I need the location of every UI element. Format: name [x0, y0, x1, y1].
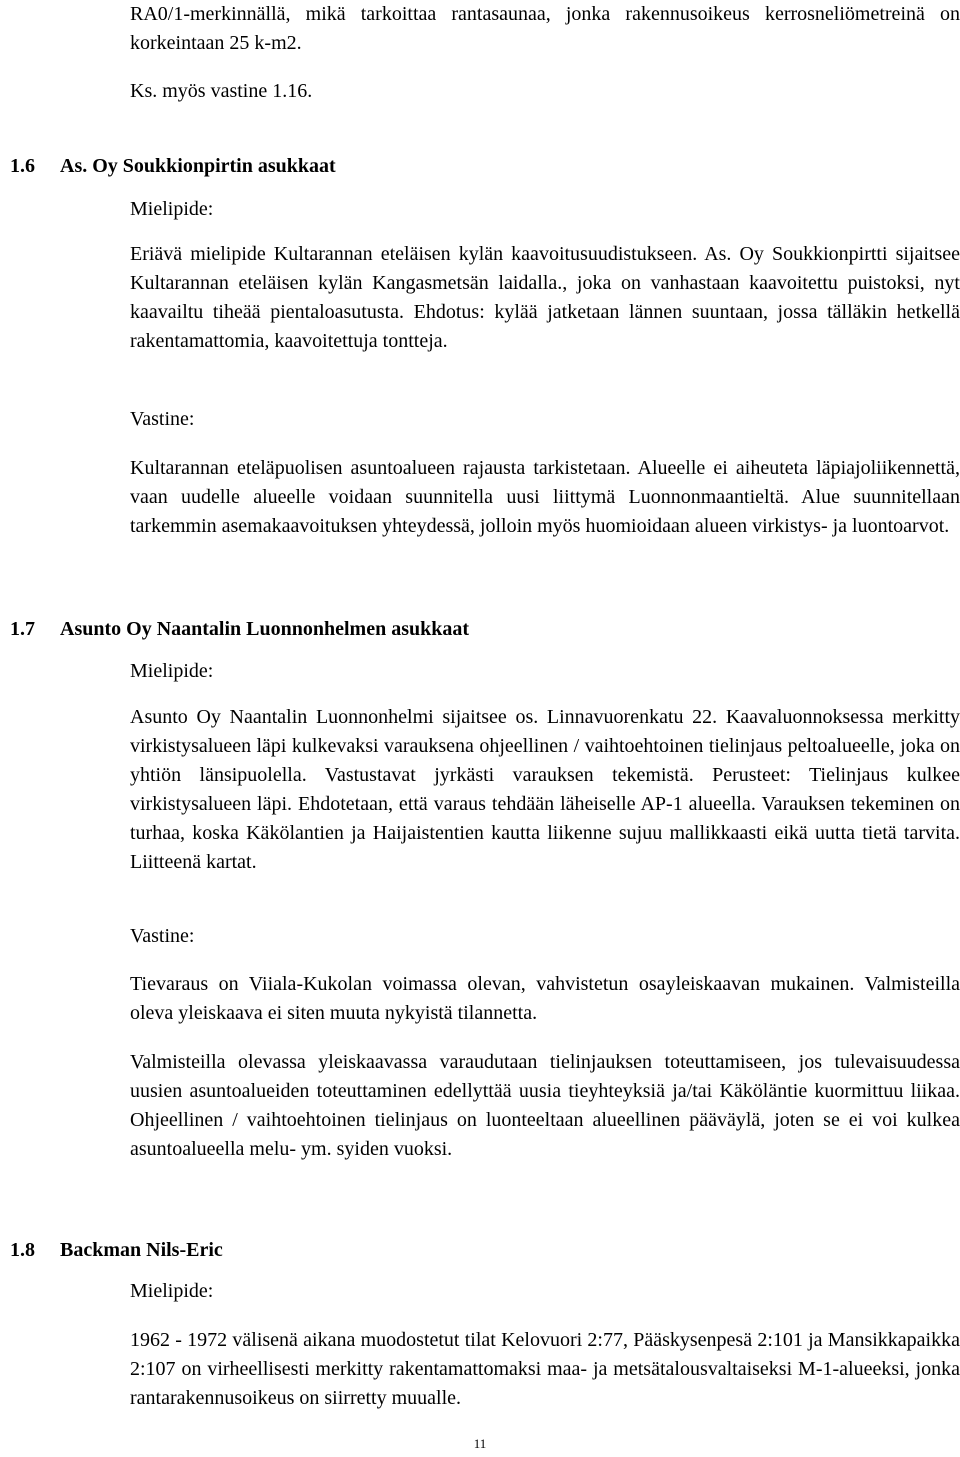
response-label: Vastine: — [130, 925, 195, 947]
section-heading-1-7 — [10, 615, 469, 644]
section-number: 1.6 — [10, 155, 35, 177]
intro-reference: Ks. myös vastine 1.16. — [130, 80, 313, 102]
opinion-label: Mielipide: — [130, 198, 214, 220]
section-heading-1-8 — [10, 1236, 223, 1265]
response-text-2: Valmisteilla olevassa yleiskaavassa varaudutaan tielinjauksen toteuttamiseen, jos tulevaisuudessa uusien asuntoalueiden toteuttaminen edellyttää uusia tieyhteyksiä ja/tai Käköläntie kuormittuu liikaa. Ohjeellinen / vaihtoehtoinen tielinjaus on luonteeltaan alueellinen pääväylä, joten se ei voi kulkea asuntoalueella melu- ym. syiden vuoksi. — [130, 1051, 960, 1160]
response-text: Kultarannan eteläpuolisen asuntoalueen rajausta tarkistetaan. Alueelle ei aiheuteta läpiajoliikennettä, vaan uudelle alueelle voidaan suunnitella uusi liittymä Luonnonmaantieltä. Alue suunnitellaan tarkemmin asemakaavoituksen yhteydessä, jolloin myös huomioidaan alueen virkistys- ja luontoarvot. — [130, 457, 960, 537]
section-title: Backman Nils-Eric — [60, 1239, 223, 1261]
section-number: 1.7 — [10, 618, 35, 640]
section-title: Asunto Oy Naantalin Luonnonhelmen asukkaat — [60, 618, 470, 640]
opinion-text: Eriävä mielipide Kultarannan eteläisen kylän kaavoitusuudistukseen. As. Oy Soukkionpirtti sijaitsee Kultarannan eteläisen kylän Kangasmetsän laidalla., joka on vanhastaan kaavoitettu puistoksi, nyt kaavailtu tiheää pientaloasutusta. Ehdotus: kylää jatketaan lännen suuntaan, jossa tälläkin hetkellä rakentamattomia, kaavoitettuja tontteja. — [130, 243, 960, 352]
section-heading-1-6 — [10, 152, 336, 181]
opinion-label: Mielipide: — [130, 1280, 214, 1302]
section-number: 1.8 — [10, 1239, 35, 1261]
page-number: 11 — [473, 1436, 487, 1451]
opinion-text: 1962 - 1972 välisenä aikana muodostetut tilat Kelovuori 2:77, Pääskysenpesä 2:101 ja Mansikkapaikka 2:107 on virheellisesti merkitty rakentamattomaksi maa- ja metsätalousvaltaiseksi M-1-alueeksi, jonka rantarakennusoikeus on siirretty muualle. — [130, 1329, 960, 1409]
opinion-label: Mielipide: — [130, 660, 214, 682]
section-title: As. Oy Soukkionpirtin asukkaat — [60, 155, 336, 177]
intro-paragraph: RA0/1-merkinnällä, mikä tarkoittaa rantasaunaa, jonka rakennusoikeus kerrosneliömetreinä on korkeintaan 25 k-m2. — [130, 3, 960, 54]
response-text-1: Tievaraus on Viiala-Kukolan voimassa olevan, vahvistetun osayleiskaavan mukainen. Valmisteilla oleva yleiskaava ei siten muuta nykyistä tilannetta. — [130, 973, 960, 1024]
opinion-text: Asunto Oy Naantalin Luonnonhelmi sijaitsee os. Linnavuorenkatu 22. Kaavaluonnoksessa merkitty virkistysalueen läpi kulkevaksi varauksena ohjeellinen / vaihtoehtoinen tielinjaus peltoalueelle, joka on yhtiön länsipuolella. Vastustavat jyrkästi varauksen tekemistä. Perusteet: Tielinjaus kulkee virkistysalueen läpi. Ehdotetaan, että varaus tehdään läheiselle AP-1 alueella. Varauksen tekeminen on turhaa, koska Käkölantien ja Haijaistentien kautta liikenne sujuu mallikkaasti eikä uutta tietä tarvita. Liitteenä kartat. — [130, 706, 960, 873]
response-label: Vastine: — [130, 408, 195, 430]
